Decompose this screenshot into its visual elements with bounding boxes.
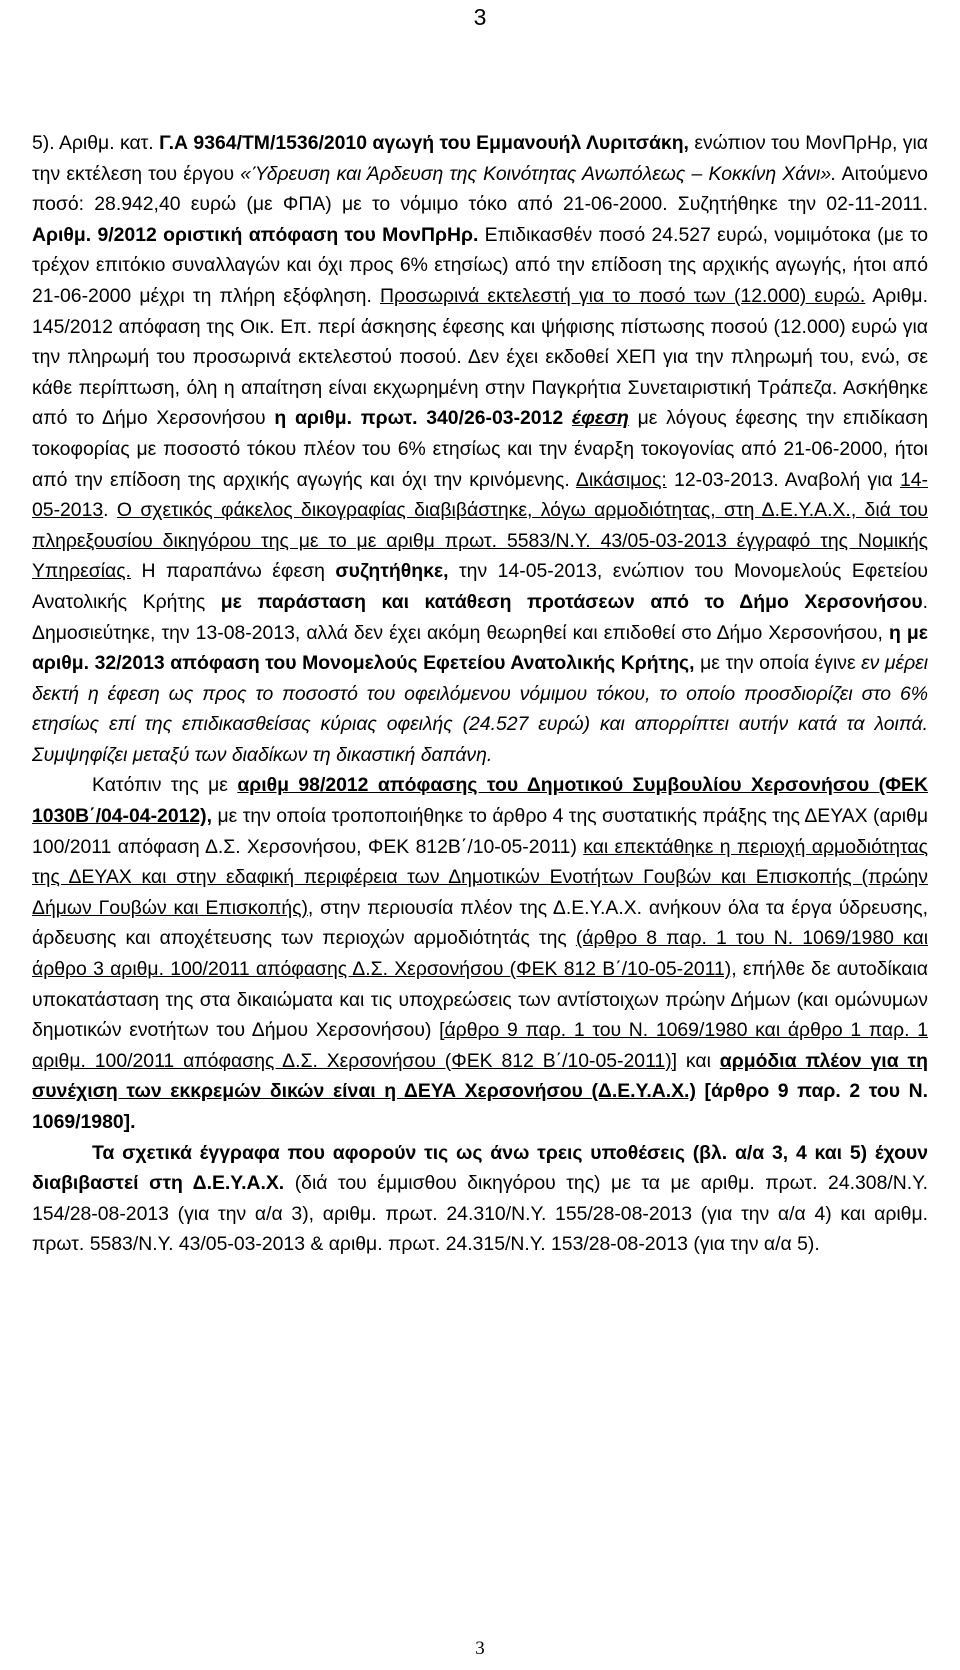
text-run: ενώπιον του ΜονΠρΗρ, για την εκτέλεση του έργου xyxy=(32,132,928,185)
text-run: επήλθε δε αυτοδίκαια υποκατάσταση της στα δικαιώματα και τις υποχρεώσεις των αντίστοιχων πρώην Δήμων (και ομώνυμων δημοτικών ενοτήτων του Δήμου Χερσονήσου) xyxy=(32,958,928,1042)
text-run-bold: με παράσταση και κατάθεση προτάσεων από το Δήμο Χερσονήσου xyxy=(220,590,923,613)
text-run-underlined: 14-05-2013 xyxy=(32,468,928,522)
text-run: Η παραπάνω έφεση xyxy=(131,560,336,583)
text-run: (διά του έμμισθου δικηγόρου της) με τα με αριθμ. πρωτ. 24.308/Ν.Υ. 154/28-08-2013 (για την α/α 3), αριθμ. πρωτ. 24.310/Ν.Υ. 155/28-08-2013 (για την α/α 4) και αριθμ. πρωτ. 5583/Ν.Υ. 43/05-03-2013 & αριθμ. πρωτ. 24.315/Ν.Υ. 153/28-08-2013 (για την α/α 5). xyxy=(32,1172,928,1256)
text-run: 12-03-2013. Αναβολή για xyxy=(666,468,900,491)
text-run: με την οποία έγινε xyxy=(694,652,862,675)
text-run-bold-underlined: αρμόδια πλέον για τη συνέχιση των εκκρεμών δικών είναι η ΔΕΥΑ Χερσονήσου (Δ.Ε.Υ.Α.Χ.) xyxy=(32,1049,928,1103)
text-run-bold: Γ.Α 9364/ΤΜ/1536/2010 αγωγή του Εμμανουήλ Λυριτσάκη, xyxy=(159,132,689,154)
text-run: με λόγους έφεσης την επιδίκαση τοκοφορίας με ποσοστό τόκου πλέον του 6% ετησίως και την έναρξη τοκογονίας από 21-06-2000, ήτοι από την επίδοση της αρχικής αγωγής και όχι την κρινόμενης. xyxy=(32,407,928,491)
paragraph-case-5 xyxy=(32,128,928,770)
text-run-italic: εν μέρει δεκτή η έφεση ως προς το ποσοστό του οφειλόμενου νόμιμου τόκου, το οποίο προσδιορίζει στο 6% ετησίως επί της επιδικασθείσας κύριας οφειλής (24.527 ευρώ) και απορρίπτει αυτήν κατά τα λοιπά. Συμψηφίζει μεταξύ των διαδίκων τη δικαστική δαπάνη. xyxy=(32,652,929,766)
text-run-bold: Αριθμ. 9/2012 οριστική απόφαση του ΜονΠρΗρ. xyxy=(32,223,479,246)
text-run-bold: συζητήθηκε, xyxy=(335,560,449,583)
text-run: με την οποία τροποποιήθηκε το άρθρο 4 της συστατικής πράξης της ΔΕΥΑΧ (αριθμ 100/2011 απόφαση Δ.Σ. Χερσονήσου, ΦΕΚ 812Β΄/10-05-2011) xyxy=(32,805,928,858)
text-run: την 14-05-2013, ενώπιον του Μονομελούς Εφετείου Ανατολικής Κρήτης xyxy=(32,560,928,613)
text-run-underlined: (άρθρο 8 παρ. 1 του Ν. 1069/1980 και άρθρο 3 αριθμ. 100/2011 απόφασης Δ.Σ. Χερσονήσου (ΦΕΚ 812 Β΄/10-05-2011), xyxy=(32,927,928,981)
text-run-bold: [άρθρο 9 παρ. 2 του Ν. 1069/1980]. xyxy=(32,1080,928,1133)
text-run-bold: η αριθμ. πρωτ. 340/26-03-2012 xyxy=(274,407,572,430)
text-run: Αριθμ. 145/2012 απόφαση της Οικ. Επ. περί άσκησης έφεσης και ψήφισης πίστωσης ποσού (12.000) ευρώ για την πληρωμή του προσωρινά εκτελεστού ποσού. Δεν έχει εκδοθεί ΧΕΠ για την πληρωμή του, ενώ, σε κάθε περίπτωση, όλη η απαίτηση είναι εκχωρημένη στην Παγκρήτια Συνεταιριστική Τράπεζα. Ασκήθηκε από το Δήμο Χερσονήσου xyxy=(32,284,928,430)
text-run-italic: «Ύδρευση και Άρδευση της Κοινότητας Ανωπόλεως – Κοκκίνη Χάνι». xyxy=(240,162,837,185)
text-run: Επιδικασθέν ποσό 24.527 ευρώ, νομιμότοκα (με το τρέχον επιτόκιο συναλλαγών και όχι προς 6% ετησίως) από την επίδοση της αρχικής αγωγής, ήτοι από 21-06-2000 μέχρι τη πλήρη εξόφληση. xyxy=(32,223,928,307)
text-run-underlined: και επεκτάθηκε η περιοχή αρμοδιότητας της ΔΕΥΑΧ και στην εδαφική περιφέρεια των Δημοτικών Ενοτήτων Γουβών και Επισκοπής (πρώην Δήμων Γουβών και Επισκοπής), xyxy=(32,835,928,919)
text-run-bold: Τα σχετικά έγγραφα που αφορούν τις ως άνω τρεις υποθέσεις (βλ. α/α 3, 4 και 5) έχουν διαβιβαστεί στη Δ.Ε.Υ.Α.Χ. xyxy=(32,1141,928,1195)
text-run-underlined: Προσωρινά εκτελεστή για το ποσό των (12.000) ευρώ. xyxy=(380,284,866,307)
paragraph-related-documents xyxy=(32,1138,928,1260)
text-run: . xyxy=(103,499,117,522)
text-run: Κατόπιν της με xyxy=(92,774,238,797)
text-run-bold-underlined: αριθμ 98/2012 απόφασης του Δημοτικού Συμβουλίου Χερσονήσου (ΦΕΚ 1030Β΄/04-04-2012), xyxy=(32,774,928,828)
text-run-underlined: [άρθρο 9 παρ. 1 του Ν. 1069/1980 και άρθρο 1 παρ. 1 αριθμ. 100/2011 απόφασης Δ.Σ. Χερσονήσου (ΦΕΚ 812 Β΄/10-05-2011)] xyxy=(32,1019,928,1072)
text-run-underlined: Δικάσιμος: xyxy=(575,468,667,491)
text-run-bold: η με αριθμ. 32/2013 απόφαση του Μονομελούς Εφετείου Ανατολικής Κρήτης, xyxy=(32,621,928,675)
paragraph-deyax-transfer xyxy=(32,770,928,1137)
text-run: 5). Αριθμ. κατ. xyxy=(32,132,160,154)
text-run: Αιτούμενο ποσό: 28.942,40 ευρώ (με ΦΠΑ) με το νόμιμο τόκο από 21-06-2000. Συζητήθηκε την 02-11-2011. xyxy=(32,162,928,216)
text-run: . Δημοσιεύτηκε, την 13-08-2013, αλλά δεν έχει ακόμη θεωρηθεί και επιδοθεί στο Δήμο Χερσονήσου, xyxy=(32,590,928,644)
text-run: στην περιουσία πλέον της Δ.Ε.Υ.Α.Χ. ανήκουν όλα τα έργα ύδρευσης, άρδευσης και αποχέτευσης των περιοχών αρμοδιότητάς της xyxy=(32,896,928,950)
page-number-top: 3 xyxy=(473,4,487,30)
page-number-bottom: 3 xyxy=(475,1638,485,1659)
document-body xyxy=(32,128,928,1260)
text-run: και xyxy=(677,1049,720,1072)
text-run-underlined: Ο σχετικός φάκελος δικογραφίας διαβιβάστηκε, λόγω αρμοδιότητας, στη Δ.Ε.Υ.Α.Χ., διά του πληρεξουσίου δικηγόρου της με το με αριθμ πρωτ. 5583/Ν.Υ. 43/05-03-2013 έγγραφό της Νομικής Υπηρεσίας. xyxy=(32,499,928,583)
text-run-bold-italic-underlined: έφεση xyxy=(571,407,629,430)
